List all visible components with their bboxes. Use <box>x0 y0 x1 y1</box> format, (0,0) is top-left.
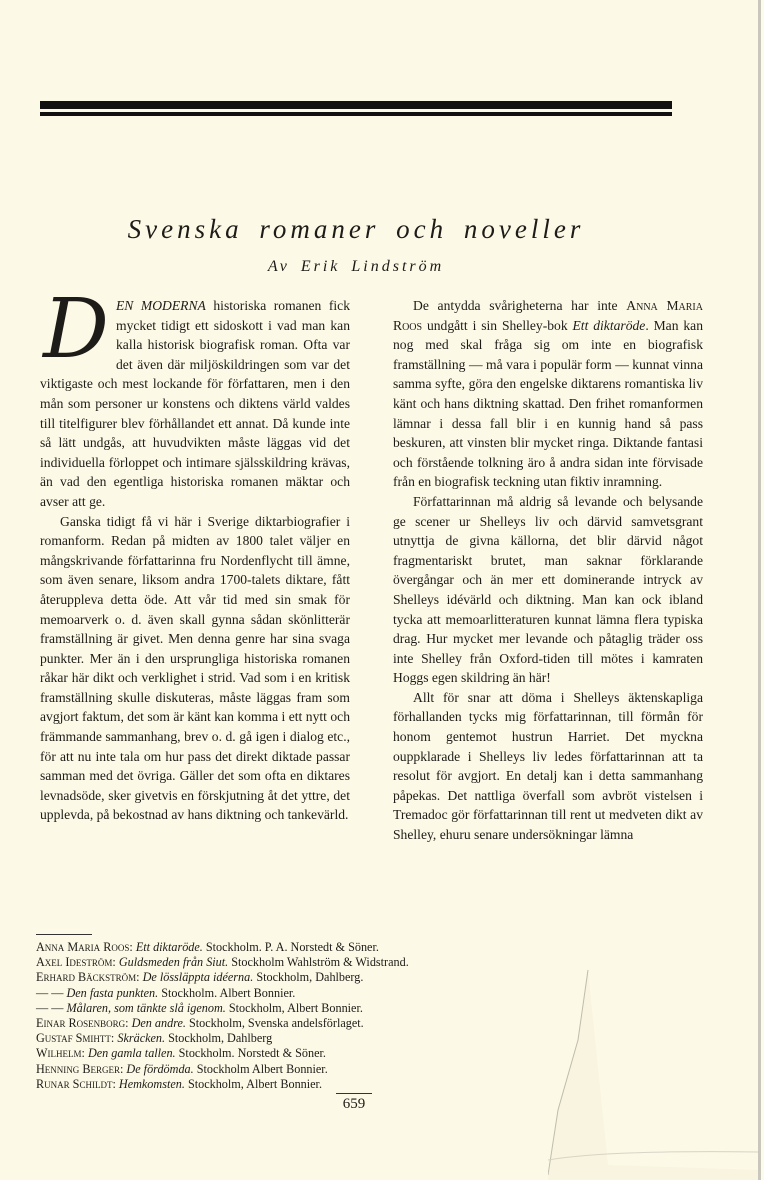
bibliography-entry: Wilhelm: Den gamla tallen. Stockholm. Norstedt & Söner. <box>36 1046 326 1061</box>
bibliography-entry: Gustaf Smihtt: Skräcken. Stockholm, Dahlberg <box>36 1031 273 1046</box>
paragraph-text: undgått i sin Shelley-bok <box>422 317 573 333</box>
entry-title: Skräcken. <box>117 1031 166 1046</box>
bibliography-entry: Anna Maria Roos: Ett diktaröde. Stockholm. P. A. Norstedt & Söner. <box>36 940 379 954</box>
entry-publisher: Stockholm Wahlström & Widstrand. <box>231 955 409 970</box>
entry-publisher: Stockholm, Svenska andelsförlaget. <box>189 1016 364 1031</box>
paragraph: Allt för snar att döma i Shelleys äktenskapliga förhallanden tycks mig författarinnan, till förmån för honom gentemot hustrun Harriet. Det myckna ouppklarade i Shelleys liv ledes författarinnan att ta resolut för avgjort. En detalj kan i detta sammanhang påpekas. Det nattliga överfall som avbröt vistelsen i Tremadoc gör författarinnan till rent ut medveten dikt av Shelley, ehuru senare undersökningar lämna <box>393 689 703 843</box>
article-byline: Av Erik Lindström <box>267 258 445 275</box>
entry-publisher: Stockholm, Dahlberg. <box>256 970 364 985</box>
entry-title: Hemkomsten. <box>118 1076 185 1091</box>
entry-title: Ett diktaröde. <box>135 940 203 954</box>
entry-title: De fördömda. <box>126 1061 194 1076</box>
paragraph <box>40 282 350 512</box>
entry-author: — — <box>36 985 64 1000</box>
entry-author: Runar Schildt <box>36 1076 113 1091</box>
entry-author: Einar Rosenborg <box>36 1016 126 1031</box>
bibliography-entry <box>36 1001 556 1016</box>
bibliography-entry: Runar Schildt: Hemkomsten. Stockholm, Albert Bonnier. <box>36 1076 322 1091</box>
right-column <box>393 296 703 845</box>
entry-author: Henning Berger <box>36 1061 120 1076</box>
bibliography-entry <box>36 986 556 1001</box>
entry-title: Den fasta punkten. <box>66 985 159 1000</box>
entry-author: Erhard Bäckström <box>36 970 137 985</box>
footnote-rule <box>36 934 92 935</box>
page-number: 659 <box>336 1093 372 1113</box>
book-title: Ett diktaröde <box>572 317 646 333</box>
article-title: Svenska romaner och noveller <box>127 214 585 244</box>
entry-publisher: Stockholm, Albert Bonnier. <box>228 1000 363 1015</box>
torn-corner-mark <box>548 960 758 1180</box>
header-rule-thick <box>40 101 672 109</box>
opening-words: EN MODERNA <box>116 298 206 313</box>
entry-author: Gustaf Smihtt <box>36 1031 111 1046</box>
drop-cap: D <box>43 282 109 377</box>
bibliography-entry: Axel Ideström: Guldsmeden från Siut. Stockholm Wahlström & Widstrand. <box>36 955 409 970</box>
entry-title: De lössläppta idéerna. <box>142 970 254 985</box>
left-column <box>40 282 350 825</box>
bibliography-entry: Henning Berger: De fördömda. Stockholm Albert Bonnier. <box>36 1061 328 1076</box>
paragraph <box>393 296 703 492</box>
entry-title: Den andre. <box>131 1016 186 1031</box>
entry-publisher: Stockholm. P. A. Norstedt & Söner. <box>205 940 379 954</box>
bibliography-entry: Einar Rosenborg: Den andre. Stockholm, Svenska andelsförlaget. <box>36 1016 364 1031</box>
entry-author: Axel Ideström <box>36 955 113 970</box>
entry-publisher: Stockholm, Albert Bonnier. <box>187 1076 322 1091</box>
entry-title: Den gamla tallen. <box>87 1046 176 1061</box>
entry-publisher: Stockholm. Norstedt & Söner. <box>178 1046 326 1061</box>
bibliography-entry: Erhard Bäckström: De lössläppta idéerna. Stockholm, Dahlberg. <box>36 970 364 985</box>
header-rule-thin <box>40 112 672 116</box>
paragraph-text: . Man kan nog med skal fråga sig om inte en biografisk framställning — må vara i populär form — kunnat vinna samma syfte, göra den engelske diktarens romantiska liv känt och hans diktning skattad. Den frihet romanformen lämnar i dessa fall blir i en kunnig hand så pass beskuren, att vinsten blir mycket ringa. Diktande fantasi och förstående tolkning äro å andra sidan inte förvisade från en biografisk teckning utan fiktiv inramning. <box>393 317 703 490</box>
entry-publisher: Stockholm. Albert Bonnier. <box>161 985 296 1000</box>
paragraph: Ganska tidigt få vi här i Sverige diktarbiografier i romanform. Redan på midten av 1800 talet väljer en mångskrivande författarinna fru Nordenflycht till ämne, som även senare, liksom andra 1700-talets diktare, fått återuppleva detta öde. Att vår tid med sin smak för memoarverk o. d. även skall gynna sådan skönlitterär framställning är givet. Men denna genre har sina svaga punkter. Mer än i den ursprungliga historiska romanen råkar här dikt och verklighet i strid. Vad som i en kritisk framställning skulle diskuteras, måste läggas fram som avgjort faktum, det som är känt kan komma i ett nytt och främmande sammanhang, brev o. d. gå igen i dialog etc., för att nu inte tala om hur pass det direkt diktade passar samman med det övriga. Gäller det som ofta en diktares levnadsöde, sker givetvis en förskjutning åt det yttre, det upplevda, på bekostnad av hans diktning och tankevärld. <box>40 513 350 823</box>
entry-publisher: Stockholm, Dahlberg <box>168 1031 273 1046</box>
entry-publisher: Stockholm Albert Bonnier. <box>196 1061 328 1076</box>
entry-author: Anna Maria Roos <box>36 940 130 954</box>
entry-author: — — <box>36 1000 64 1015</box>
bibliography-list <box>36 940 556 1092</box>
entry-title: Målaren, som tänkte slå igenom. <box>66 1000 226 1015</box>
entry-title: Guldsmeden från Siut. <box>118 955 229 970</box>
paragraph: Författarinnan må aldrig så levande och belysande ge scener ur Shelleys liv och därvid samvetsgrant utnyttja de givna källorna, det blir därvid något fragmentariskt brutet, man saknar förklarande övergångar och än mer ett dominerande intryck av Shelleys idévärld och diktning. Man kan ock ibland tycka att memoarlitteraturen kunnat lämna flera typiska drag. Hur mycket mer levande och påtaglig träder oss inte Shelley från Oxford-tiden till mötes i kamraten Hoggs egen skildring än här! <box>393 493 703 686</box>
paragraph-text: historiska romanen fick mycket tidigt ett sidoskott i vad man kan kalla historisk biografisk roman. Ofta var det även där miljöskildringen som var det viktigaste och mest lockande för författaren, men i den mån som personer ur konstens och diktens värld valdes till titelfigurer blev förhållandet ett annat. Då kunde inte så lätt undgås, att huvudvikten måste läggas vid det individuella förloppet och intimare själsskildring krävas, än vad den egentliga historiska romanen mäktar och avser att ge. <box>40 298 350 509</box>
author-name: Anna Maria Roos <box>393 298 703 333</box>
paragraph-text: De antydda svårigheterna har inte <box>413 298 627 313</box>
entry-author: Wilhelm <box>36 1046 82 1061</box>
